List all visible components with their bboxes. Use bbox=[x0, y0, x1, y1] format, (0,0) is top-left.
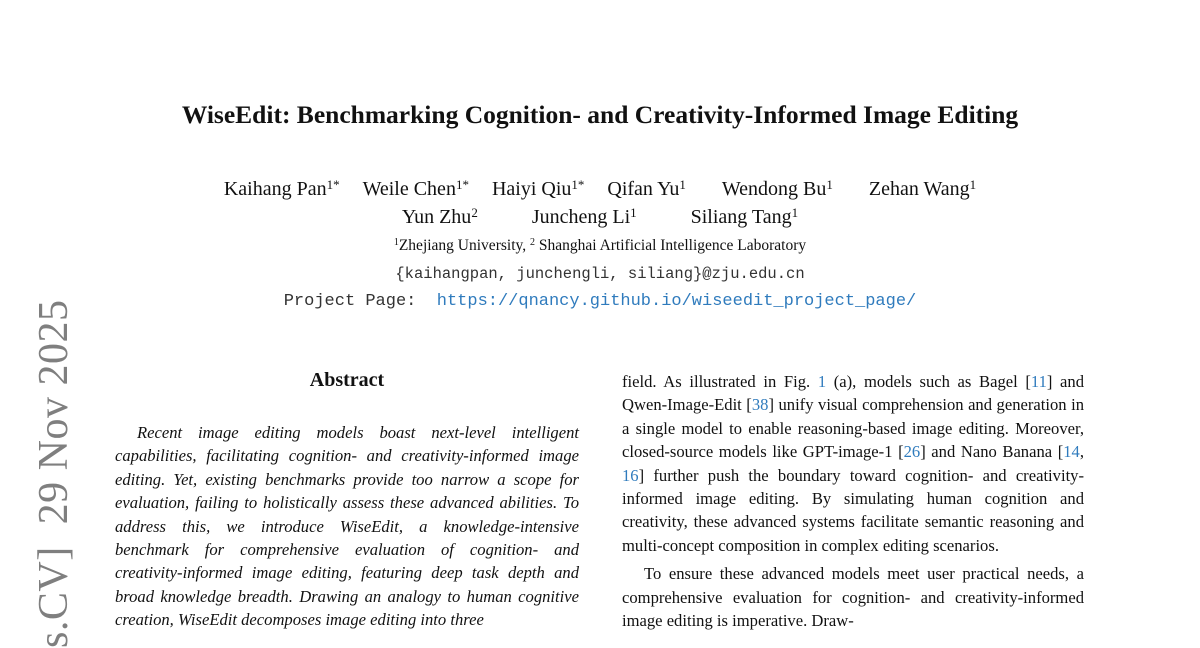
author: Weile Chen$^{1*}$ bbox=[362, 177, 469, 200]
project-page bbox=[0, 292, 1200, 311]
citation-link[interactable]: 16 bbox=[622, 465, 639, 485]
author: Siliang Tang$^1$ bbox=[690, 205, 799, 228]
author: Wendong Bu$^1$ bbox=[721, 177, 833, 200]
intro-paragraph: To ensure these advanced models meet user practical needs, a comprehensive evaluation for cognition- and creativity-informed image editing is imperative. Draw- bbox=[622, 564, 1084, 631]
paper-title: WiseEdit: Benchmarking Cognition- and Creativity-Informed Image Editing bbox=[181, 100, 1019, 129]
figure-ref-link[interactable]: 1 bbox=[817, 372, 827, 391]
intro-paragraph: field. As illustrated in Fig. 1 (a), models such as Bagel [11] and Qwen-Image-Edit [38] unify visual comprehension and generation in a single model to enable reasoning-based image editing. Moreover, closed-source models like GPT-image-1 [26] and Nano Banana [14, 16] further push the boundary toward cognition- and creativity-informed image editing. By simulating human cognition and creativity, these advanced systems facilitate semantic reasoning and multi-concept composition in complex editing scenarios. bbox=[622, 372, 1085, 555]
author-emails: {kaihangpan, junchengli, siliang}@zju.edu.cn bbox=[395, 265, 805, 283]
citation-link[interactable]: 11 bbox=[1030, 372, 1047, 391]
author: Qifan Yu$^1$ bbox=[607, 177, 686, 200]
citation-link[interactable]: 14 bbox=[1063, 442, 1080, 462]
project-page-link[interactable]: https://qnancy.github.io/wiseedit_project_page/ bbox=[436, 292, 917, 311]
authors-row-1 bbox=[0, 178, 1200, 201]
abstract-heading: Abstract bbox=[309, 369, 385, 391]
authors-row-2 bbox=[0, 206, 1200, 229]
arxiv-date: 29 Nov 2025 bbox=[31, 299, 77, 525]
arxiv-stamp bbox=[30, 299, 78, 648]
citation-link[interactable]: 38 bbox=[751, 395, 769, 415]
arxiv-category: s.CV] bbox=[31, 546, 77, 648]
author: Kaihang Pan$^{1*}$ bbox=[223, 177, 340, 200]
affiliations: $^1$Zhejiang University, $^2$ Shanghai Artificial Intelligence Laboratory bbox=[393, 237, 807, 254]
citation-link[interactable]: 26 bbox=[903, 442, 921, 462]
author: Yun Zhu$^2$ bbox=[401, 205, 478, 228]
project-page-label: Project Page: bbox=[283, 292, 437, 311]
abstract-body: Recent image editing models boast next-level intelligent capabilities, facilitating cognition- and creativity-informed image editing. Yet, existing benchmarks provide too narrow a scope for evaluation, failing to holistically assess these advanced abilities. To address this, we introduce WiseEdit, a knowledge-intensive benchmark for comprehensive evaluation of cognition- and creativity-informed image editing, featuring deep task depth and broad knowledge breadth. Drawing an analogy to human cognitive creation, WiseEdit decomposes image editing into three bbox=[115, 423, 579, 630]
author: Haiyi Qiu$^{1*}$ bbox=[491, 177, 585, 200]
intro-column bbox=[622, 370, 1084, 632]
author: Zehan Wang$^1$ bbox=[868, 177, 977, 200]
author: Juncheng Li$^1$ bbox=[531, 205, 637, 228]
